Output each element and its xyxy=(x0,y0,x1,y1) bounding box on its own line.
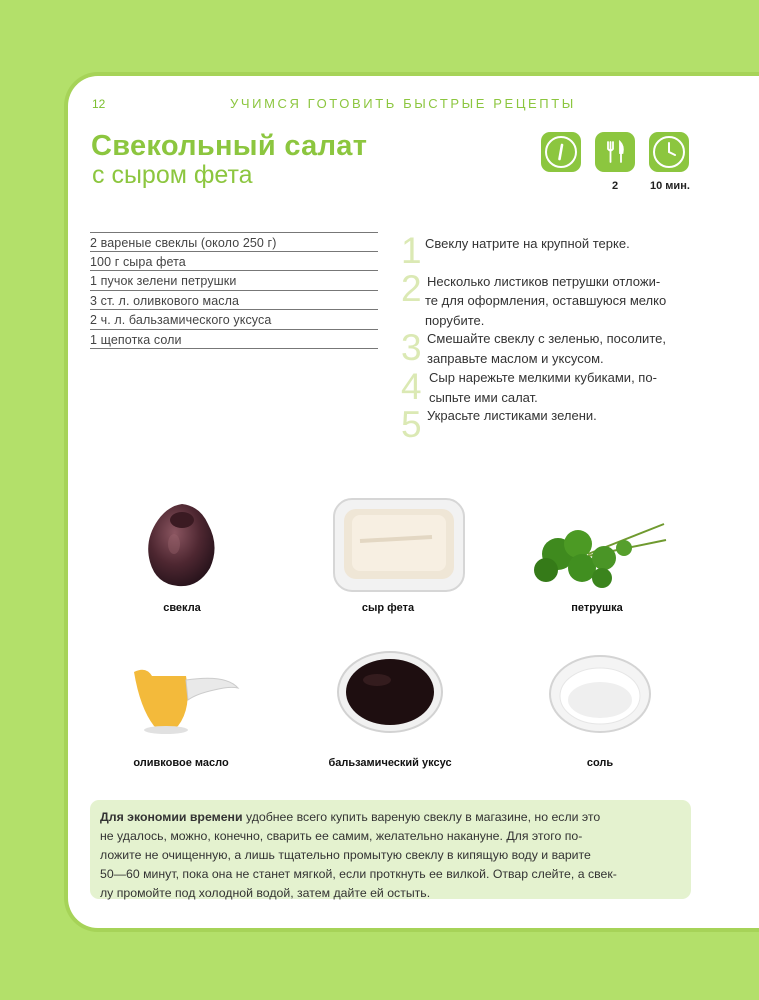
parsley-caption: петрушка xyxy=(571,602,623,614)
ingredient-item: 2 вареные свеклы (около 250 г) xyxy=(90,232,378,252)
ingredient-item: 100 г сыра фета xyxy=(90,252,378,272)
ingredient-item: 1 пучок зелени петрушки xyxy=(90,271,378,291)
time-saving-tip xyxy=(90,800,691,899)
step-line: сыпьте ими салат. xyxy=(429,389,538,405)
step-text xyxy=(429,368,657,407)
salt-photo xyxy=(548,654,652,734)
page-number: 12 xyxy=(92,97,106,111)
running-title: УЧИМСЯ ГОТОВИТЬ БЫСТРЫЕ РЕЦЕПТЫ xyxy=(230,96,576,111)
tip-line: лу промойте под холодной водой, затем дайте ей остыть. xyxy=(100,886,431,900)
step-text xyxy=(425,234,630,254)
ingredient-list xyxy=(90,232,378,349)
step-line: порубите. xyxy=(425,312,485,328)
recipe-title: Свекольный салат xyxy=(91,130,368,162)
step-line: Свеклу натрите на крупной терке. xyxy=(425,236,630,251)
cooking-time: 10 мин. xyxy=(650,180,690,192)
beet-photo xyxy=(140,500,230,592)
ingredient-item: 3 ст. л. оливкового масла xyxy=(90,291,378,311)
step-number: 1 xyxy=(401,230,422,271)
olive-oil-caption: оливковое масло xyxy=(133,757,229,769)
step-line: Украсьте листиками зелени. xyxy=(427,408,597,423)
tip-line: 50—60 минут, пока она не станет мягкой, если проткнуть ее вилкой. Отвар слейте, а свек- xyxy=(100,867,617,881)
tip-line: не удалось, можно, конечно, сварить ее самим, желательно накануне. Для этого по- xyxy=(100,829,583,843)
beet-caption: свекла xyxy=(163,602,201,614)
step-line: Сыр нарежьте мелкими кубиками, по- xyxy=(429,370,657,385)
ingredient-item: 2 ч. л. бальзамического уксуса xyxy=(90,310,378,330)
ingredient-item: 1 щепотка соли xyxy=(90,330,378,350)
step-line: Смешайте свеклу с зеленью, посолите, xyxy=(427,331,666,346)
balsamic-vinegar-photo xyxy=(335,650,445,736)
olive-oil-photo xyxy=(126,660,244,736)
step-line: Несколько листиков петрушки отложи- xyxy=(427,274,661,289)
feta-photo xyxy=(332,497,466,595)
difficulty-level-1-icon xyxy=(541,132,581,172)
step-number: 2 xyxy=(401,268,422,309)
step-line: те для оформления, оставшуюся мелко xyxy=(425,293,667,308)
balsamic-vinegar-caption: бальзамический уксус xyxy=(328,757,452,769)
feta-caption: сыр фета xyxy=(361,602,415,614)
parsley-photo xyxy=(528,514,670,594)
fork-knife-icon xyxy=(595,132,635,172)
step-number: 5 xyxy=(401,404,422,445)
servings-count: 2 xyxy=(612,180,619,192)
tip-lead: Для экономии времени xyxy=(100,810,243,824)
tip-line: ложите не очищенную, а лишь тщательно промытую свеклу в кипящую воду и варите xyxy=(100,848,591,862)
step-text xyxy=(427,329,666,368)
tip-line-text: удобнее всего купить вареную свеклу в магазине, но если это xyxy=(242,810,601,824)
step-number: 4 xyxy=(401,366,422,407)
tip-line xyxy=(100,808,681,827)
step-text xyxy=(425,291,666,330)
step-text xyxy=(427,272,660,292)
clock-icon xyxy=(649,132,689,172)
salt-caption: соль xyxy=(586,757,614,769)
step-text xyxy=(427,406,597,426)
recipe-subtitle: с сыром фета xyxy=(92,161,253,189)
step-line: заправьте маслом и уксусом. xyxy=(427,350,604,366)
step-number: 3 xyxy=(401,327,422,368)
